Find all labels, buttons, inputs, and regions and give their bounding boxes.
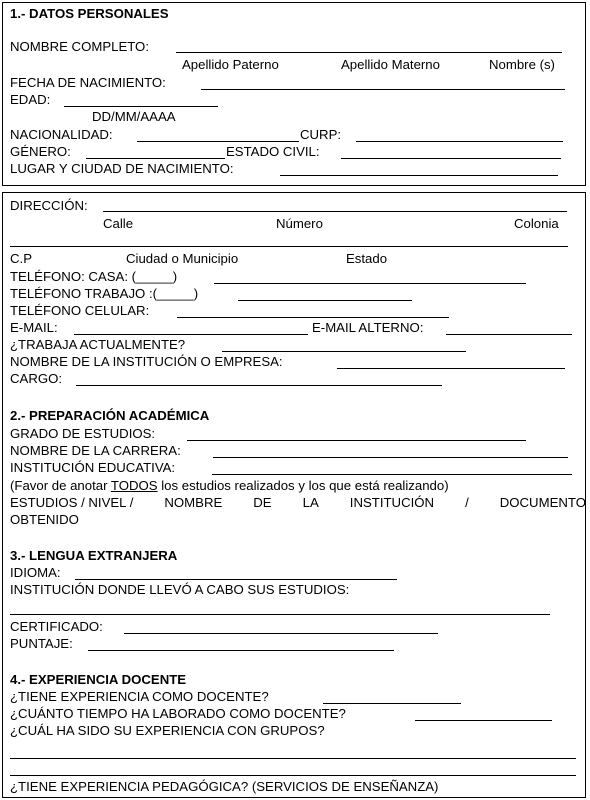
fecha-nacimiento-label: FECHA DE NACIMIENTO: bbox=[10, 75, 166, 90]
favor-note-pre: (Favor de anotar bbox=[10, 478, 111, 493]
estudios-word: DE bbox=[253, 495, 272, 510]
nombre-field[interactable] bbox=[176, 52, 562, 53]
institucion-empresa-field[interactable] bbox=[337, 368, 565, 369]
tiempo-docente-field[interactable] bbox=[415, 720, 552, 721]
email-alterno-field[interactable] bbox=[446, 334, 572, 335]
tel-trabajo-field[interactable] bbox=[238, 300, 412, 301]
favor-note-todos: TODOS bbox=[110, 478, 158, 493]
edad-label: EDAD: bbox=[10, 92, 51, 107]
obtenido-label: OBTENIDO bbox=[10, 512, 79, 527]
direccion-field-2[interactable] bbox=[10, 246, 568, 247]
fecha-format-hint: DD/MM/AAAA bbox=[92, 109, 176, 124]
curp-field[interactable] bbox=[356, 141, 563, 142]
grado-field[interactable] bbox=[187, 440, 526, 441]
tel-celular-field[interactable] bbox=[177, 317, 449, 318]
q-experiencia-grupos: ¿CUÁL HA SIDO SU EXPERIENCIA CON GRUPOS? bbox=[10, 723, 325, 738]
tel-trabajo-label: TELÉFONO TRABAJO :(_____) bbox=[10, 286, 199, 301]
estudios-word: ESTUDIOS / NIVEL / bbox=[10, 495, 134, 510]
trabaja-field[interactable] bbox=[222, 351, 466, 352]
q-tiempo-docente: ¿CUÁNTO TIEMPO HA LABORADO COMO DOCENTE? bbox=[10, 706, 346, 721]
section-4-title: 4.- EXPERIENCIA DOCENTE bbox=[10, 672, 187, 687]
nombres-hint: Nombre (s) bbox=[489, 57, 555, 72]
estudios-word: LA bbox=[302, 495, 319, 510]
tel-casa-label: TELÉFONO: CASA: (_____) bbox=[10, 269, 178, 284]
favor-note bbox=[10, 479, 449, 492]
grado-label: GRADO DE ESTUDIOS: bbox=[10, 426, 156, 441]
q-experiencia-docente: ¿TIENE EXPERIENCIA COMO DOCENTE? bbox=[10, 689, 269, 704]
email-label: E-MAIL: bbox=[10, 320, 58, 335]
institucion-empresa-label: NOMBRE DE LA INSTITUCIÓN O EMPRESA: bbox=[10, 354, 283, 369]
nacionalidad-field[interactable] bbox=[137, 141, 299, 142]
section-2-title: 2.- PREPARACIÓN ACADÉMICA bbox=[10, 408, 210, 423]
cargo-field[interactable] bbox=[76, 385, 442, 386]
institucion-educativa-field[interactable] bbox=[212, 474, 572, 475]
estudios-word: DOCUMENTO bbox=[499, 495, 586, 510]
nombre-label: NOMBRE COMPLETO: bbox=[10, 39, 149, 54]
genero-field[interactable] bbox=[86, 158, 225, 159]
experiencia-docente-field[interactable] bbox=[323, 703, 461, 704]
institucion-educativa-label: INSTITUCIÓN EDUCATIVA: bbox=[10, 460, 176, 475]
puntaje-label: PUNTAJE: bbox=[10, 636, 73, 651]
apellido-paterno-hint: Apellido Paterno bbox=[182, 57, 279, 72]
tel-celular-label: TELÉFONO CELULAR: bbox=[10, 303, 150, 318]
idioma-field[interactable] bbox=[75, 579, 397, 580]
lugar-nacimiento-label: LUGAR Y CIUDAD DE NACIMIENTO: bbox=[10, 161, 234, 176]
email-field[interactable] bbox=[74, 334, 308, 335]
estudios-word: INSTITUCIÓN bbox=[349, 495, 435, 510]
direccion-label: DIRECCIÓN: bbox=[10, 198, 88, 213]
cp-hint: C.P bbox=[10, 251, 32, 266]
lugar-nacimiento-field[interactable] bbox=[280, 175, 558, 176]
curp-label: CURP: bbox=[300, 127, 342, 142]
carrera-field[interactable] bbox=[213, 457, 568, 458]
email-alterno-label: E-MAIL ALTERNO: bbox=[312, 320, 424, 335]
favor-note-post: los estudios realizados y los que está realizando) bbox=[157, 478, 449, 493]
institucion-idioma-label: INSTITUCIÓN DONDE LLEVÓ A CABO SUS ESTUDIOS: bbox=[10, 582, 350, 597]
apellido-materno-hint: Apellido Materno bbox=[341, 57, 440, 72]
tel-casa-field[interactable] bbox=[214, 283, 526, 284]
puntaje-field[interactable] bbox=[88, 650, 394, 651]
estado-civil-label: ESTADO CIVIL: bbox=[226, 144, 320, 159]
experiencia-grupos-field[interactable] bbox=[10, 758, 576, 759]
colonia-hint: Colonia bbox=[514, 216, 559, 231]
ciudad-hint: Ciudad o Municipio bbox=[126, 251, 239, 266]
carrera-label: NOMBRE DE LA CARRERA: bbox=[10, 443, 181, 458]
direccion-field[interactable] bbox=[103, 211, 567, 212]
edad-field[interactable] bbox=[64, 106, 218, 107]
idioma-label: IDIOMA: bbox=[10, 565, 61, 580]
estado-civil-field[interactable] bbox=[341, 158, 561, 159]
certificado-field[interactable] bbox=[124, 633, 438, 634]
q-experiencia-pedagogica: ¿TIENE EXPERIENCIA PEDAGÓGICA? (SERVICIOS DE ENSEÑANZA) bbox=[10, 779, 439, 794]
numero-hint: Número bbox=[276, 216, 323, 231]
fecha-nacimiento-field[interactable] bbox=[201, 89, 565, 90]
calle-hint: Calle bbox=[103, 216, 134, 231]
institucion-idioma-field[interactable] bbox=[10, 614, 550, 615]
estudios-line bbox=[10, 496, 586, 509]
estudios-word: / bbox=[465, 495, 469, 510]
genero-label: GÉNERO: bbox=[10, 144, 71, 159]
certificado-label: CERTIFICADO: bbox=[10, 619, 103, 634]
section-1-title: 1.- DATOS PERSONALES bbox=[10, 6, 169, 21]
nacionalidad-label: NACIONALIDAD: bbox=[10, 127, 113, 142]
estudios-word: NOMBRE bbox=[164, 495, 223, 510]
estado-hint: Estado bbox=[346, 251, 388, 266]
trabaja-label: ¿TRABAJA ACTUALMENTE? bbox=[10, 337, 186, 352]
cargo-label: CARGO: bbox=[10, 371, 63, 386]
experiencia-grupos-field-2[interactable] bbox=[10, 775, 576, 776]
section-3-title: 3.- LENGUA EXTRANJERA bbox=[10, 548, 178, 563]
